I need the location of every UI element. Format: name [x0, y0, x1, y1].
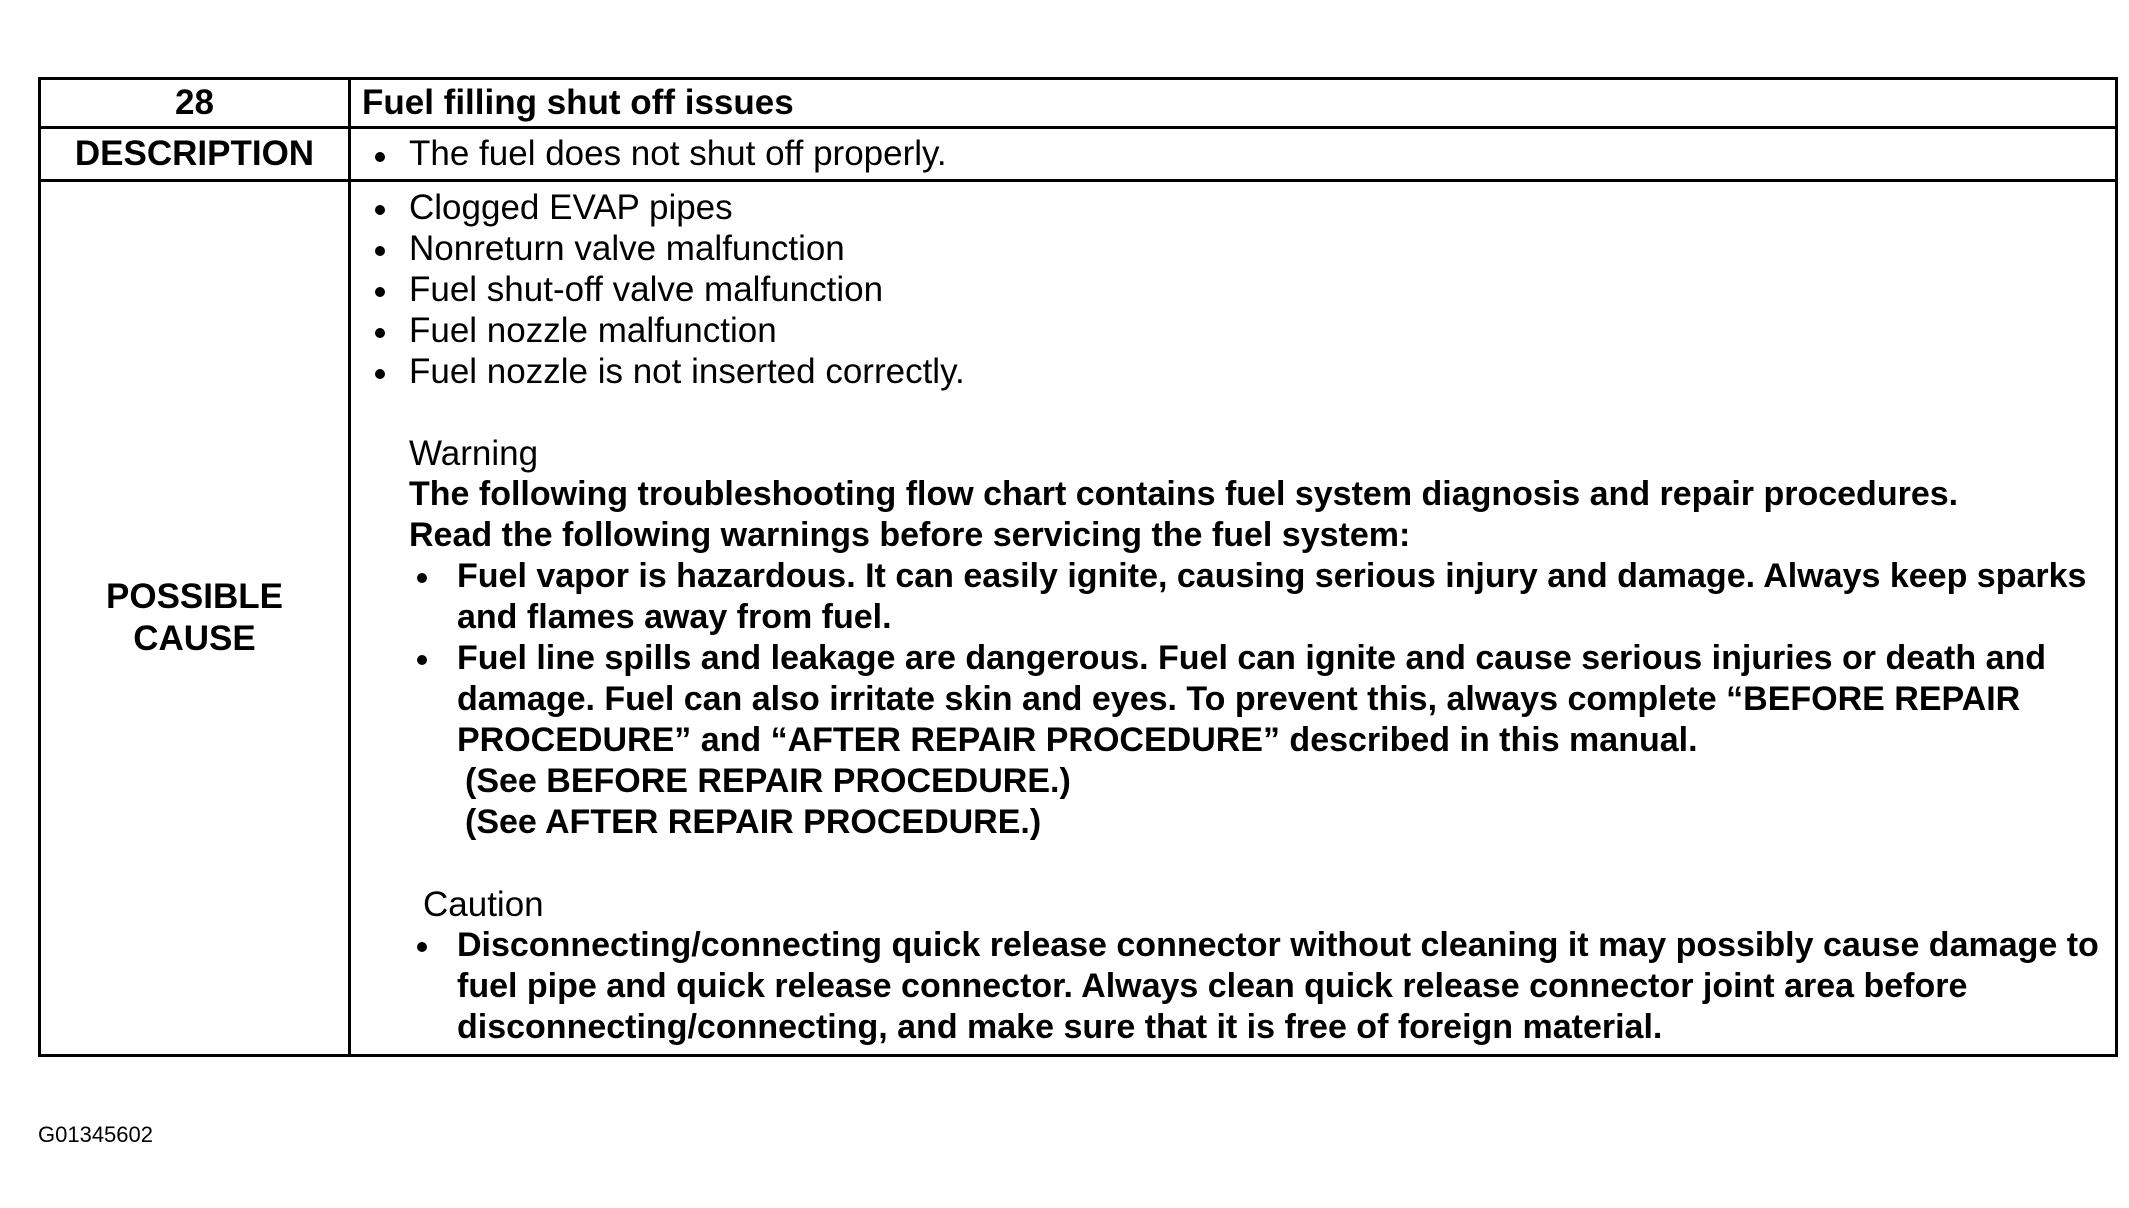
- description-item: The fuel does not shut off properly.: [351, 134, 2115, 174]
- warning-item: Fuel vapor is hazardous. It can easily ignite, causing serious injury and damage. Always keep sparks and flames away from fuel.: [409, 556, 2109, 638]
- table-title-row: [40, 79, 2117, 128]
- possible-cause-label: [40, 181, 350, 1056]
- caution-item: Disconnecting/connecting quick release connector without cleaning it may possibly cause damage to fuel pipe and quick release connector. Always clean quick release connector joint area before disconnecting/connecting, and make sure that it is free of foreign material.: [409, 925, 2109, 1048]
- possible-cause-label-line1: POSSIBLE: [106, 577, 283, 616]
- cause-item: Clogged EVAP pipes: [351, 187, 2115, 228]
- cause-list: [351, 187, 2115, 392]
- troubleshooting-table: [38, 77, 2118, 1057]
- caution-heading: Caution: [423, 885, 544, 924]
- item-number: 28: [40, 79, 350, 128]
- warning-heading: Warning: [409, 434, 539, 473]
- description-row: [40, 128, 2117, 181]
- warning-intro-line1: The following troubleshooting flow chart contains fuel system diagnosis and repair procedures.: [409, 475, 1959, 513]
- description-cell: [350, 128, 2117, 181]
- cause-item: Fuel nozzle malfunction: [351, 310, 2115, 351]
- caution-items: [351, 925, 2115, 1048]
- item-title: Fuel filling shut off issues: [350, 79, 2117, 128]
- cause-item: Fuel shut-off valve malfunction: [351, 269, 2115, 310]
- possible-cause-label-line2: CAUSE: [133, 619, 256, 658]
- description-label: DESCRIPTION: [40, 128, 350, 181]
- warning-item: Fuel line spills and leakage are dangerous. Fuel can ignite and cause serious injuries or death and damage. Fuel can also irritate skin and eyes. To prevent this, always complete “BEFORE REPAIR PROCEDURE” and “AFTER REPAIR PROCEDURE” described in this manual.: [409, 638, 2109, 761]
- possible-cause-row: [40, 181, 2117, 1056]
- possible-cause-cell: [350, 181, 2117, 1056]
- see-after-link: (See AFTER REPAIR PROCEDURE.): [465, 803, 1042, 841]
- warning-items: [351, 556, 2115, 761]
- warning-intro-line2: Read the following warnings before servicing the fuel system:: [409, 516, 1411, 554]
- cause-item: Fuel nozzle is not inserted correctly.: [351, 351, 2115, 392]
- cause-item: Nonreturn valve malfunction: [351, 228, 2115, 269]
- warning-intro: [351, 474, 2115, 556]
- see-before-link: (See BEFORE REPAIR PROCEDURE.): [465, 762, 1071, 800]
- figure-code: G01345602: [38, 1122, 153, 1147]
